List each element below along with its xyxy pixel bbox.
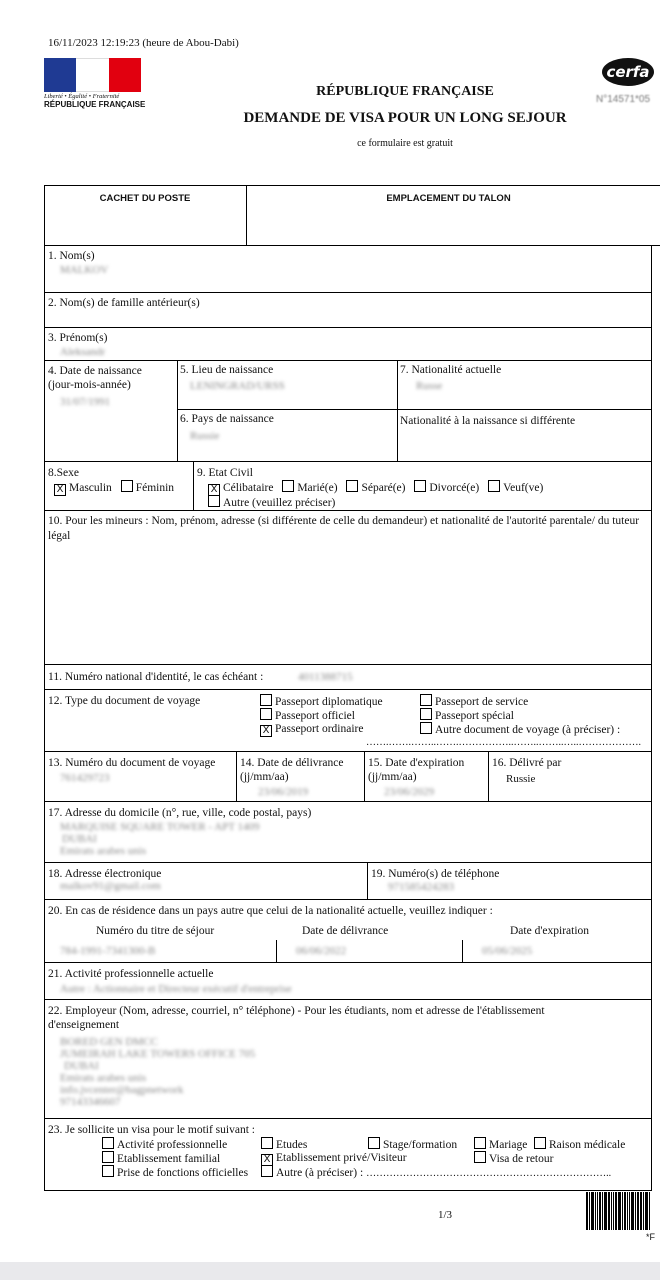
etat-civil-options-row2	[208, 495, 341, 510]
logo-name: RÉPUBLIQUE FRANÇAISE	[44, 100, 146, 109]
republic-heading: RÉPUBLIQUE FRANÇAISE	[316, 84, 494, 99]
sexe-option-masculin[interactable]: X Masculin	[54, 482, 112, 494]
field-4-label: 4. Date de naissance	[48, 365, 142, 377]
divorce-checkbox[interactable]	[414, 480, 426, 492]
doc-type-service[interactable]: Passeport de service	[420, 694, 528, 709]
motif-etudes[interactable]: Etudes	[261, 1137, 307, 1152]
field-7-value[interactable]: Russe	[416, 380, 443, 392]
field-6-value[interactable]: Russie	[190, 430, 220, 442]
field-20-col-delivrance: Date de délivrance	[302, 925, 389, 937]
doc-type-diplomatique[interactable]: Passeport diplomatique	[260, 694, 383, 709]
barcode-bar	[611, 1192, 612, 1230]
doc-type-officiel[interactable]: Passeport officiel	[260, 708, 355, 723]
mariage-checkbox[interactable]	[474, 1137, 486, 1149]
sexe-options	[54, 480, 180, 496]
service-checkbox[interactable]	[420, 694, 432, 706]
field-3-value[interactable]: Aleksandr	[60, 346, 106, 358]
field-5-value[interactable]: LENINGRAD/URSS	[190, 380, 285, 392]
barcode-bar	[643, 1192, 644, 1230]
field-20-col-titre: Numéro du titre de séjour	[96, 925, 215, 937]
barcode-bar	[597, 1192, 598, 1230]
field-20-col-expiration: Date d'expiration	[510, 925, 590, 937]
doc-type-ordinaire[interactable]: X Passeport ordinaire	[260, 722, 363, 737]
field-20-delivrance-value[interactable]: 06/06/2022	[296, 945, 347, 957]
barcode-bar	[599, 1192, 601, 1230]
field-20-expiration-value[interactable]: 05/06/2025	[482, 945, 533, 957]
doc-type-autre[interactable]: Autre document de voyage (à préciser) :	[420, 722, 620, 737]
barcode-bar	[589, 1192, 590, 1230]
barcode-suffix: *F	[646, 1232, 655, 1242]
etat-civil-separe[interactable]: Séparé(e)	[346, 482, 405, 494]
etudes-checkbox[interactable]	[261, 1137, 273, 1149]
etablissement-prive-checkbox[interactable]: X	[261, 1154, 273, 1166]
field-9-label: 9. Etat Civil	[197, 467, 253, 479]
field-12-label: 12. Type du document de voyage	[48, 695, 201, 707]
field-22-label-cont: d'enseignement	[48, 1019, 120, 1031]
etat-civil-celibataire[interactable]: X Célibataire	[208, 482, 273, 494]
field-1-value[interactable]: MALKOV	[60, 264, 109, 276]
motif-raison-medicale[interactable]: Raison médicale	[534, 1137, 625, 1152]
stage-checkbox[interactable]	[368, 1137, 380, 1149]
ordinaire-checkbox[interactable]: X	[260, 725, 272, 737]
motif-visa-retour[interactable]: Visa de retour	[474, 1151, 553, 1166]
field-22-value-line3[interactable]: DUBAI	[64, 1060, 99, 1072]
celibataire-checkbox[interactable]: X	[208, 484, 220, 496]
page-number: 1/3	[438, 1209, 453, 1221]
barcode-icon	[586, 1192, 660, 1230]
special-checkbox[interactable]	[420, 708, 432, 720]
form-subtitle: ce formulaire est gratuit	[357, 138, 453, 149]
cachet-du-poste-label: CACHET DU POSTE	[99, 193, 191, 204]
marie-checkbox[interactable]	[282, 480, 294, 492]
field-3-label: 3. Prénom(s)	[48, 332, 108, 344]
field-7b-label: Nationalité à la naissance si différente	[400, 415, 576, 427]
cerfa-number: N°14571*05	[596, 94, 651, 105]
etat-civil-marie[interactable]: Marié(e)	[282, 482, 337, 494]
field-7-label: 7. Nationalité actuelle	[400, 364, 502, 376]
field-14-label: 14. Date de délivrance	[240, 757, 344, 769]
motif-fonctions-officielles[interactable]: Prise de fonctions officielles	[102, 1165, 248, 1180]
field-20-titre-value[interactable]: 784-1991-7341300-B	[60, 945, 156, 957]
motif-etablissement-familial[interactable]: Etablissement familial	[102, 1151, 220, 1166]
barcode-bar	[624, 1192, 626, 1230]
cerfa-logo: cerfa	[602, 58, 654, 86]
field-5-label: 5. Lieu de naissance	[180, 364, 274, 376]
barcode-bar	[640, 1192, 642, 1230]
barcode-bar	[586, 1192, 588, 1230]
emplacement-talon-label: EMPLACEMENT DU TALON	[386, 193, 511, 204]
autre-etat-civil-checkbox[interactable]	[208, 495, 220, 507]
barcode-bar	[635, 1192, 636, 1230]
field-22-value-line2[interactable]: JUMEIRAH LAKE TOWERS OFFICE 705	[60, 1048, 256, 1060]
field-17-value-line3[interactable]: Emirats arabes unis	[60, 845, 147, 857]
separe-checkbox[interactable]	[346, 480, 358, 492]
activite-pro-checkbox[interactable]	[102, 1137, 114, 1149]
barcode-bar	[615, 1192, 617, 1230]
field-16-value[interactable]: Russie	[506, 773, 536, 785]
visa-retour-checkbox[interactable]	[474, 1151, 486, 1163]
raison-medicale-checkbox[interactable]	[534, 1137, 546, 1149]
barcode-bar	[618, 1192, 621, 1230]
field-22-value-line1[interactable]: BORED GEN DMCC	[60, 1036, 158, 1048]
field-4-value[interactable]: 31/07/1991	[60, 396, 111, 408]
barcode-bar	[637, 1192, 639, 1230]
field-10-label: 10. Pour les mineurs : Nom, prénom, adresse (si différente de celle du demandeur) et nationalité de l'autorité parentale/ du tuteur légal	[48, 515, 640, 542]
field-4-sublabel: (jour-mois-année)	[48, 379, 131, 391]
field-8-label: 8.Sexe	[48, 467, 79, 479]
field-22-value-line5[interactable]: info.jvcenter@bagpnetwork	[60, 1084, 184, 1096]
doc-type-special[interactable]: Passeport spécial	[420, 708, 514, 723]
barcode-bar	[627, 1192, 628, 1230]
etablissement-familial-checkbox[interactable]	[102, 1151, 114, 1163]
field-21-label: 21. Activité professionnelle actuelle	[48, 968, 214, 980]
field-23-label: 23. Je sollicite un visa pour le motif suivant :	[48, 1124, 255, 1136]
field-6-label: 6. Pays de naissance	[180, 413, 274, 425]
field-16-label: 16. Délivré par	[492, 757, 562, 769]
barcode-bar	[645, 1192, 648, 1230]
barcode-bar	[602, 1192, 603, 1230]
barcode-bar	[604, 1192, 607, 1230]
barcode-bar	[591, 1192, 594, 1230]
sexe-feminin-checkbox[interactable]	[121, 480, 133, 492]
field-21-value[interactable]: Autre : Actionnaire et Directeur exécutif d'entreprise	[60, 983, 292, 995]
field-12-dots: …….…….……..…….……………..……..……..…..……………….	[366, 737, 641, 748]
sexe-option-feminin[interactable]: Féminin	[121, 482, 174, 494]
field-13-label: 13. Numéro du document de voyage	[48, 757, 216, 769]
diplomatique-checkbox[interactable]	[260, 694, 272, 706]
field-22-value-line4[interactable]: Emirats arabes unis	[60, 1072, 147, 1084]
field-19-value[interactable]: 971585424283	[388, 881, 454, 893]
field-17-value-line2[interactable]: DUBAI	[62, 833, 97, 845]
logo-motto: Liberté • Égalité • Fraternité	[44, 93, 120, 100]
field-11-label: 11. Numéro national d'identité, le cas échéant :	[48, 671, 264, 683]
field-14-value[interactable]: 23/06/2019	[258, 786, 309, 798]
field-17-value-line1[interactable]: MARQUISE SQUARE TOWER - APT 1409	[60, 821, 260, 833]
field-22-label: 22. Employeur (Nom, adresse, courriel, n° téléphone) - Pour les étudiants, nom et adresse de l'établissement	[48, 1005, 545, 1017]
barcode-bar	[595, 1192, 596, 1230]
field-14-sublabel: (jj/mm/aa)	[240, 771, 289, 783]
etat-civil-veuf[interactable]: Veuf(ve)	[488, 482, 543, 494]
field-18-label: 18. Adresse électronique	[48, 868, 162, 880]
barcode-bar	[629, 1192, 630, 1230]
motif-stage[interactable]: Stage/formation	[368, 1137, 457, 1152]
autre-motif-checkbox[interactable]	[261, 1165, 273, 1177]
sexe-masculin-checkbox[interactable]: X	[54, 484, 66, 496]
motif-activite-pro[interactable]: Activité professionnelle	[102, 1137, 227, 1152]
field-15-label: 15. Date d'expiration	[368, 757, 465, 769]
field-15-value[interactable]: 23/06/2029	[384, 786, 435, 798]
motif-etablissement-prive[interactable]: X Etablissement privé/Visiteur	[261, 1151, 407, 1166]
field-13-value[interactable]: 761429723	[60, 772, 110, 784]
form-title: DEMANDE DE VISA POUR UN LONG SEJOUR	[243, 110, 567, 126]
motif-autre[interactable]: Autre (à préciser) : ………………………………………………………………..	[261, 1165, 611, 1181]
field-18-value[interactable]: malkov91@gmail.com	[60, 880, 161, 892]
motif-mariage[interactable]: Mariage	[474, 1137, 527, 1152]
field-1-label: 1. Nom(s)	[48, 250, 95, 262]
etat-civil-autre[interactable]: Autre (veuillez préciser)	[208, 497, 335, 509]
field-19-label: 19. Numéro(s) de téléphone	[371, 868, 500, 880]
autre-doc-checkbox[interactable]	[420, 722, 432, 734]
barcode-bar	[649, 1192, 650, 1230]
officiel-checkbox[interactable]	[260, 708, 272, 720]
field-15-sublabel: (jj/mm/aa)	[368, 771, 417, 783]
etat-civil-options-row1	[208, 480, 549, 496]
field-22-value-line6[interactable]: 97143346607	[60, 1096, 121, 1108]
field-17-label: 17. Adresse du domicile (n°, rue, ville, code postal, pays)	[48, 807, 312, 819]
barcode-bar	[622, 1192, 623, 1230]
motif-autre-dots: ………………………………………………………………..	[366, 1168, 612, 1179]
barcode-bar	[631, 1192, 634, 1230]
print-timestamp: 16/11/2023 12:19:23 (heure de Abou-Dabi)	[48, 37, 239, 49]
field-20-label: 20. En cas de résidence dans un pays autre que celui de la nationalité actuelle, veuillez indiquer :	[48, 905, 493, 917]
barcode-bar	[613, 1192, 614, 1230]
etat-civil-divorce[interactable]: Divorcé(e)	[414, 482, 479, 494]
fonctions-officielles-checkbox[interactable]	[102, 1165, 114, 1177]
barcode-bar	[608, 1192, 610, 1230]
field-2-label: 2. Nom(s) de famille antérieur(s)	[48, 297, 200, 309]
field-11-value[interactable]: 4011388715	[298, 671, 353, 683]
veuf-checkbox[interactable]	[488, 480, 500, 492]
